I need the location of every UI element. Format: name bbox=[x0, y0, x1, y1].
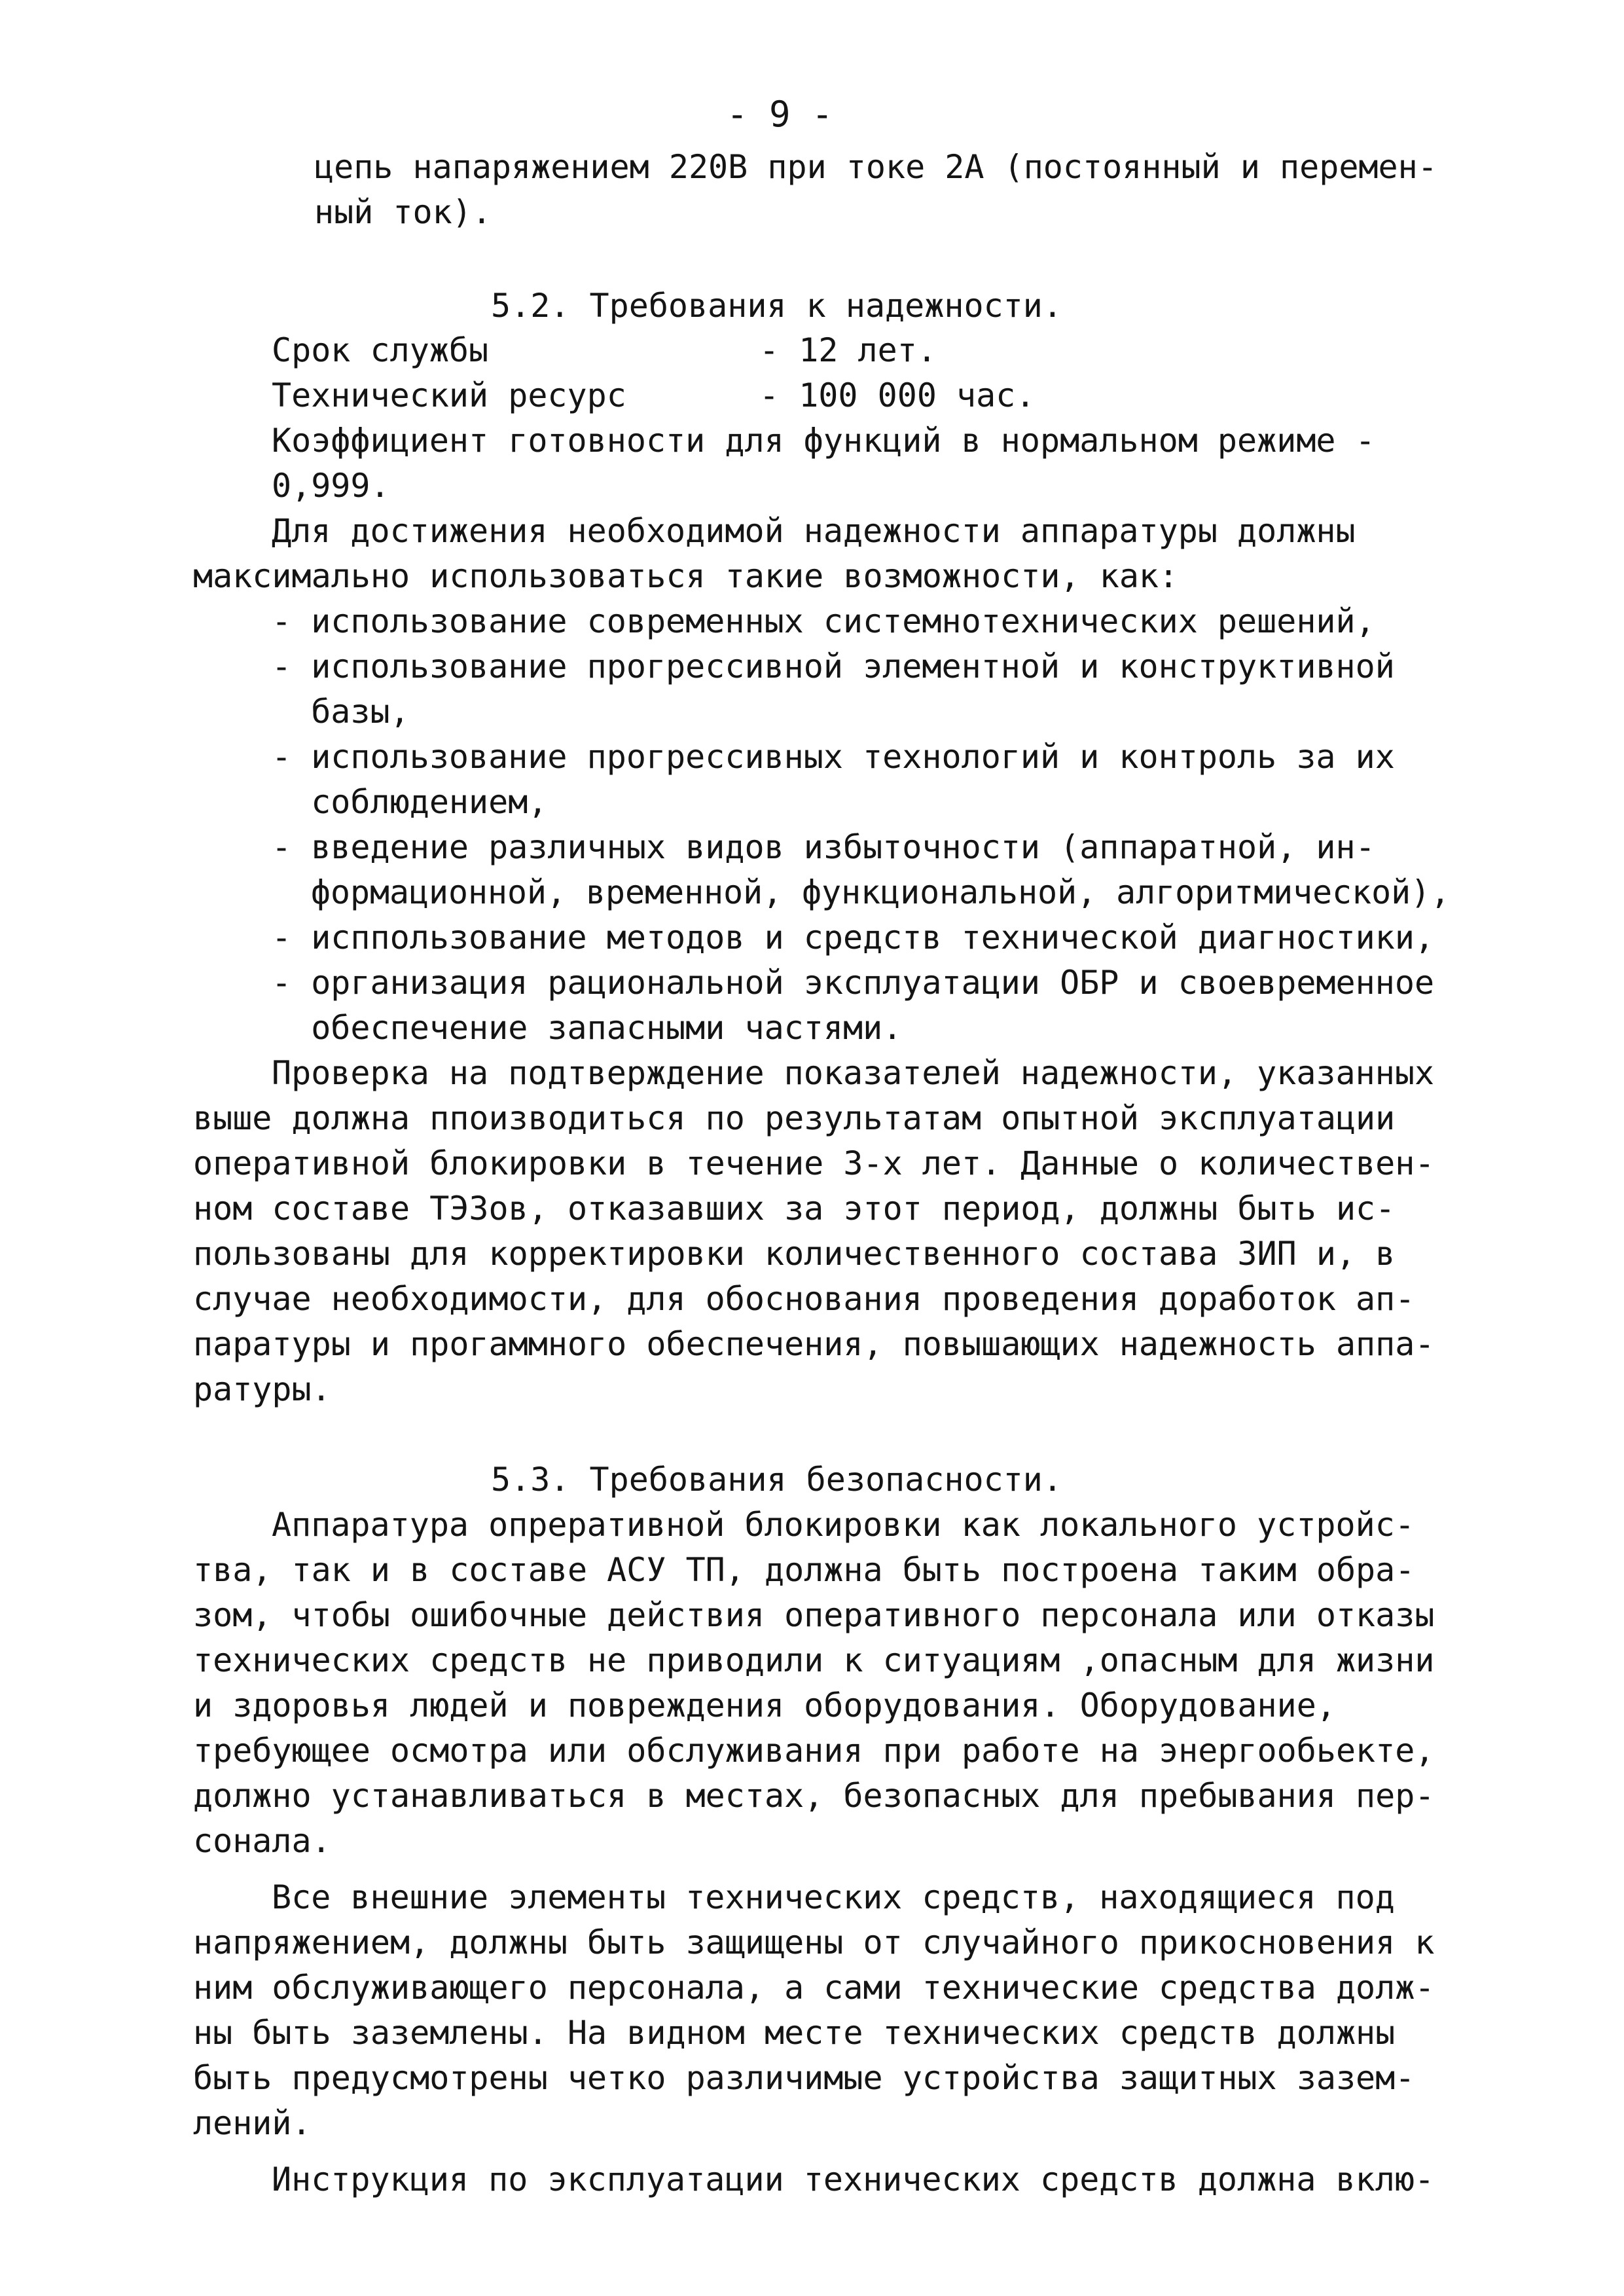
intro-line-1: цепь напаряжением 220В при токе 2А (постоянный и перемен- bbox=[314, 148, 1437, 186]
paragraph-line: Проверка на подтверждение показателей надежности, указанных bbox=[272, 1054, 1435, 1092]
paragraph-line: случае необходимости, для обоснования проведения доработок ап- bbox=[193, 1280, 1415, 1318]
paragraph-line: напряжением, должны быть защищены от случайного прикосновения к bbox=[193, 1923, 1435, 1961]
section-5-2-heading: 5.2. Требования к надежности. bbox=[491, 287, 1062, 325]
paragraph-line: зом, чтобы ошибочные действия оперативного персонала или отказы bbox=[193, 1596, 1435, 1634]
reliability-intro-line-2: максимально использоваться такие возможности, как: bbox=[193, 557, 1179, 595]
page-number: - 9 - bbox=[727, 94, 833, 135]
list-item: - использование прогрессивных технологий и контроль за их bbox=[272, 738, 1395, 776]
list-item: - введение различных видов избыточности (аппаратной, ин- bbox=[272, 828, 1375, 866]
availability-line-1: Коэффициент готовности для функций в нормальном режиме - bbox=[272, 422, 1375, 460]
paragraph-line: оперативной блокировки в течение 3-х лет. Данные о количествен- bbox=[193, 1144, 1435, 1182]
paragraph-line: технических средств не приводили к ситуациям ,опасным для жизни bbox=[193, 1641, 1435, 1679]
paragraph-line: тва, так и в составе АСУ ТП, должна быть построена таким обра- bbox=[193, 1551, 1415, 1589]
list-item: - использование современных системнотехнических решений, bbox=[272, 602, 1375, 640]
paragraph-line: лений. bbox=[193, 2104, 312, 2142]
technical-resource-label: Технический ресурс bbox=[272, 376, 626, 414]
paragraph-line: ним обслуживающего персонала, а сами технические средства долж- bbox=[193, 1969, 1435, 2007]
paragraph-line: Аппаратура опреративной блокировки как локального устройс- bbox=[272, 1506, 1415, 1544]
paragraph-line: Все внешние элементы технических средств, находящиеся под bbox=[272, 1878, 1395, 1916]
list-item: базы, bbox=[272, 693, 410, 731]
reliability-intro-line-1: Для достижения необходимой надежности аппаратуры должны bbox=[272, 512, 1356, 550]
service-life-label: Срок службы bbox=[272, 331, 489, 369]
paragraph-line: ны быть заземлены. На видном месте технических средств должны bbox=[193, 2014, 1396, 2052]
availability-line-2: 0,999. bbox=[272, 467, 390, 505]
intro-line-2: ный ток). bbox=[314, 193, 492, 231]
paragraph-line: быть предусмотрены четко различимые устройства защитных зазем- bbox=[193, 2059, 1415, 2097]
service-life-value: - 12 лет. bbox=[759, 331, 937, 369]
paragraph-line: пользованы для корректировки количественного состава ЗИП и, в bbox=[193, 1235, 1396, 1273]
paragraph-line: ратуры. bbox=[193, 1370, 331, 1408]
paragraph-line: Инструкция по эксплуатации технических средств должна вклю- bbox=[272, 2160, 1435, 2198]
list-item: - организация рациональной эксплуатации ОБР и своевременное bbox=[272, 964, 1435, 1002]
list-item: - использование прогрессивной элементной и конструктивной bbox=[272, 647, 1395, 685]
paragraph-line: выше должна ппоизводиться по результатам опытной эксплуатации bbox=[193, 1099, 1396, 1137]
section-5-3-heading: 5.3. Требования безопасности. bbox=[491, 1461, 1062, 1499]
paragraph-line: и здоровья людей и повреждения оборудования. Оборудование, bbox=[193, 1686, 1336, 1724]
list-item: - исппользование методов и средств технической диагностики, bbox=[272, 919, 1435, 957]
list-item: соблюдением, bbox=[272, 783, 548, 821]
technical-resource-value: - 100 000 час. bbox=[759, 376, 1036, 414]
list-item: обеспечение запасными частями. bbox=[272, 1009, 903, 1047]
paragraph-line: требующее осмотра или обслуживания при работе на энергообьекте, bbox=[193, 1732, 1435, 1770]
paragraph-line: сонала. bbox=[193, 1822, 331, 1860]
paragraph-line: паратуры и прогаммного обеспечения, повышающих надежность аппа- bbox=[193, 1325, 1435, 1363]
paragraph-line: должно устанавливаться в местах, безопасных для пребывания пер- bbox=[193, 1777, 1435, 1815]
list-item: формационной, временной, функциональной, алгоритмической), bbox=[272, 873, 1451, 911]
paragraph-line: ном составе ТЭЗов, отказавших за этот период, должны быть ис- bbox=[193, 1190, 1396, 1228]
